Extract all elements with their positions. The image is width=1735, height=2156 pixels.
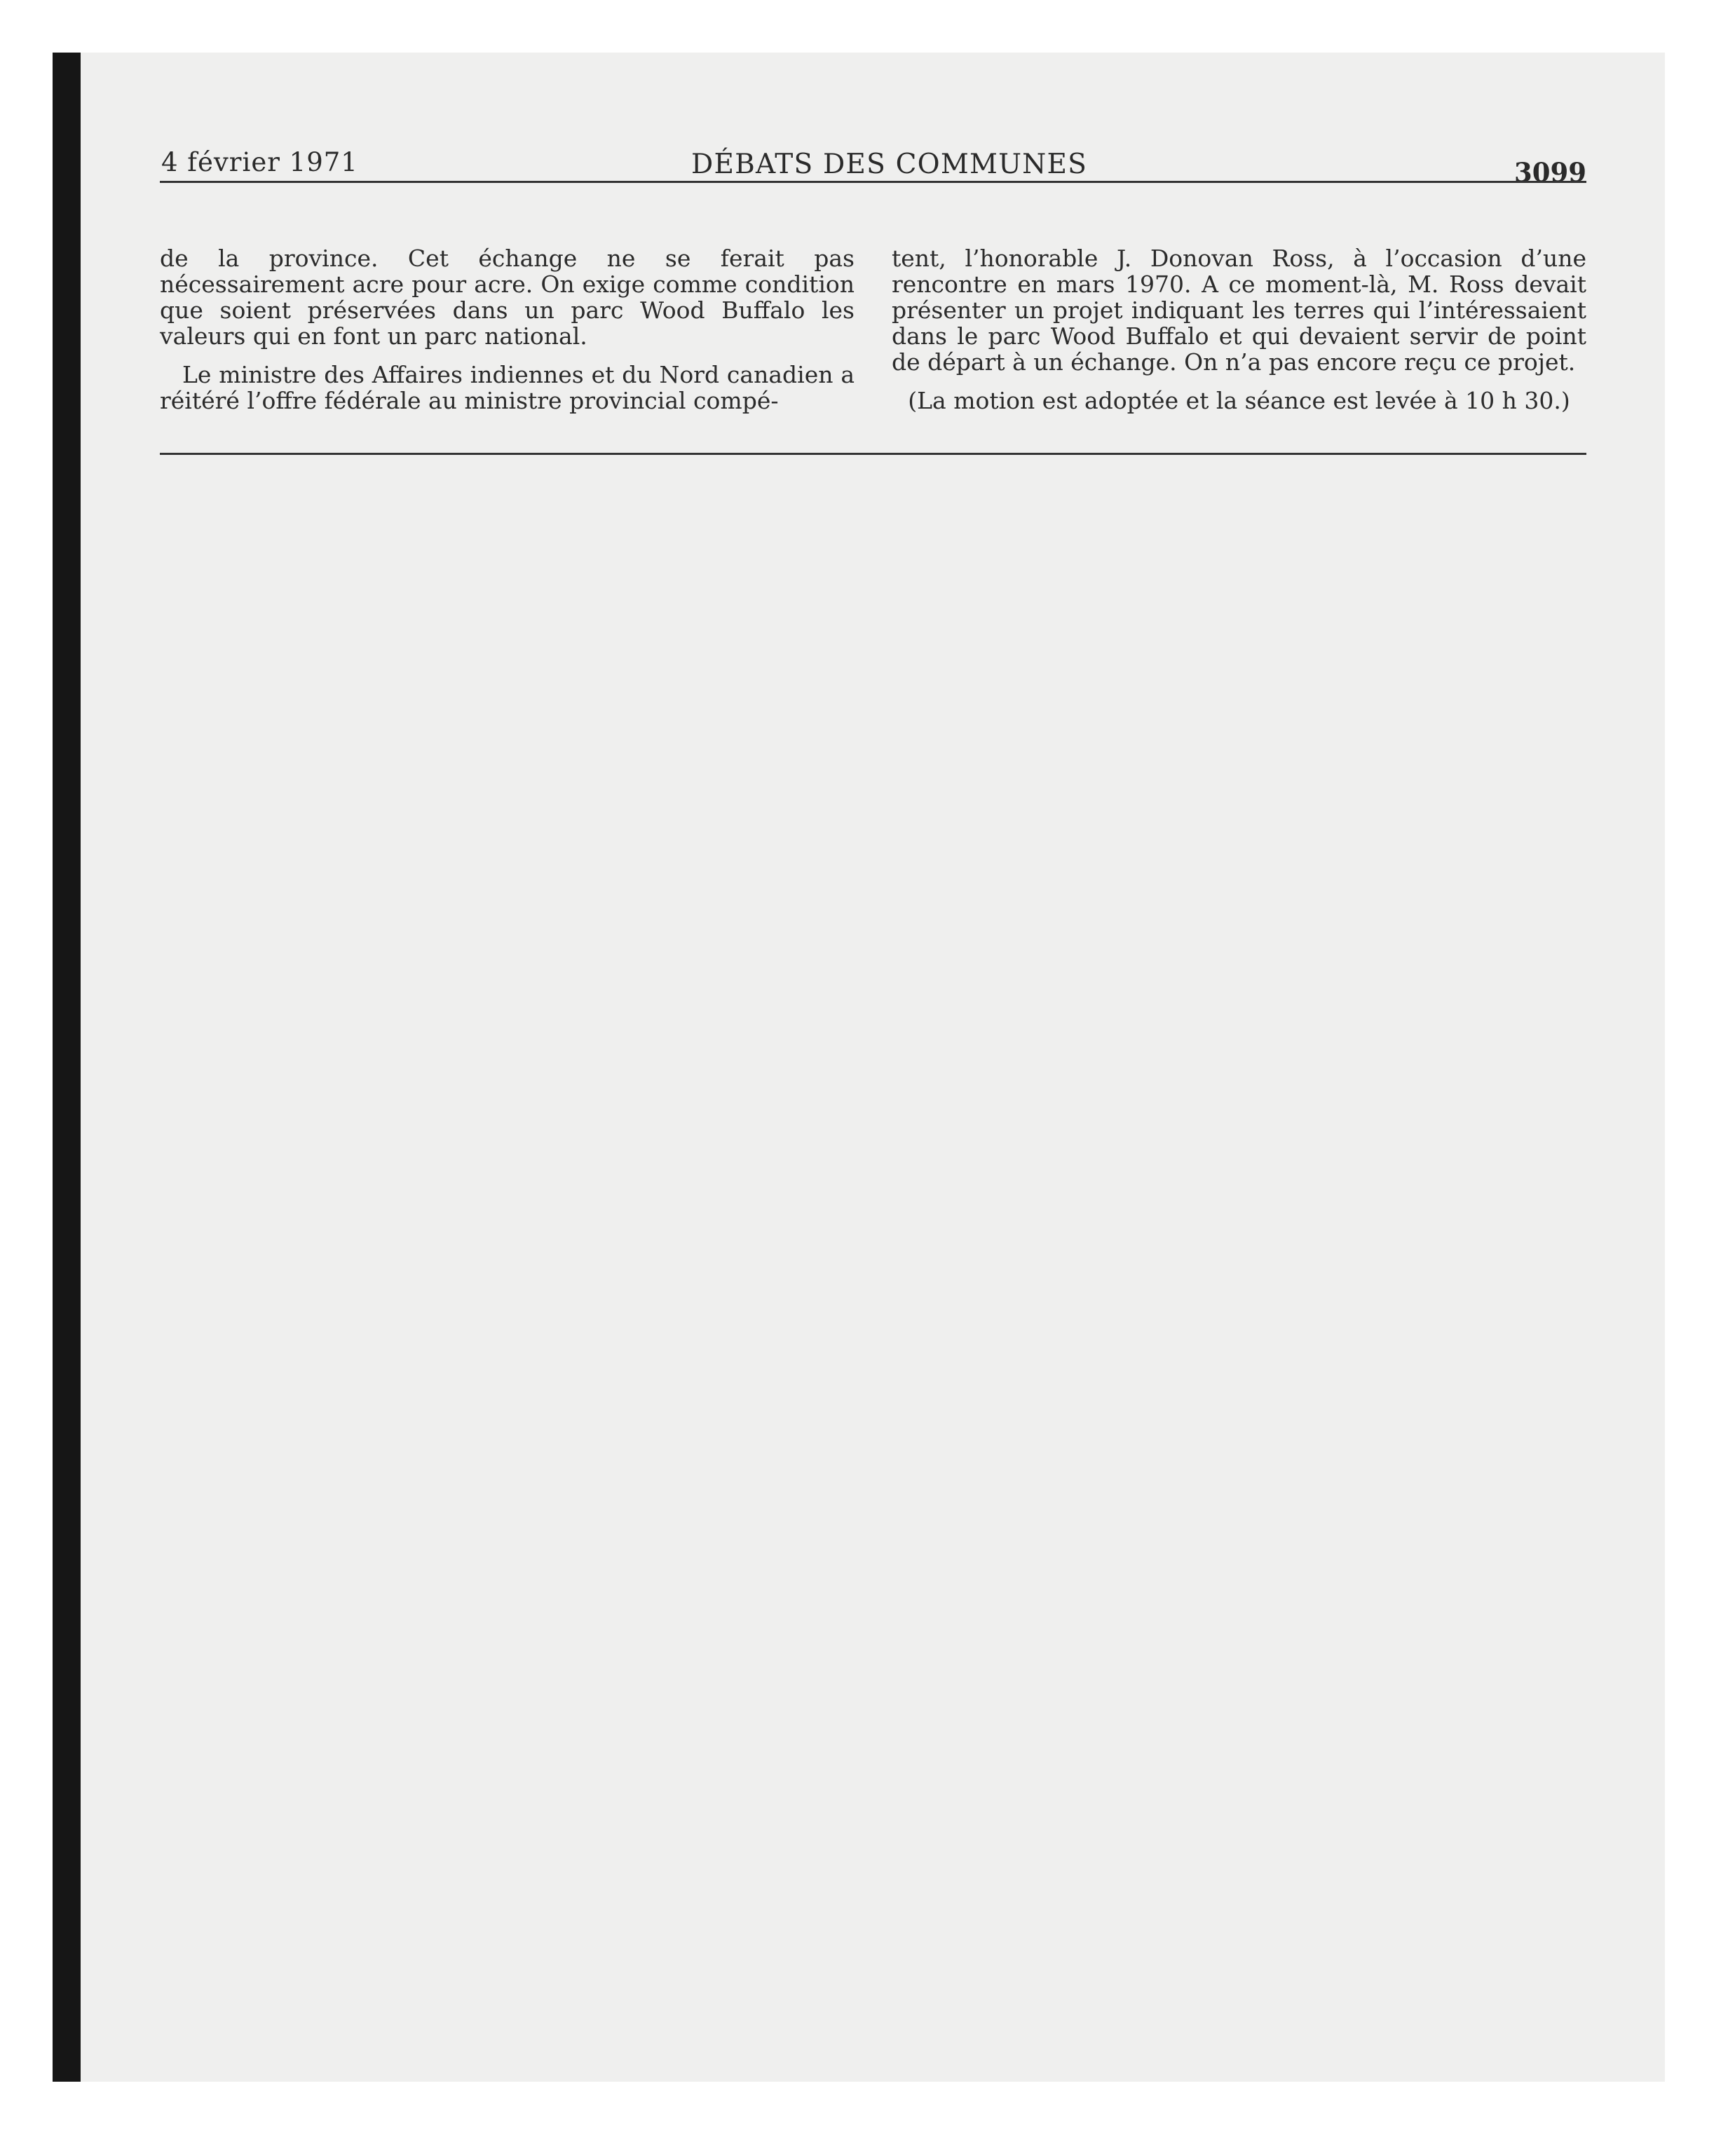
binding-shadow: [53, 53, 81, 2082]
paragraph-3: tent, l’honorable J. Donovan Ross, à l’occasion d’une rencontre en mars 1970. A ce moment-là, M. Ross devait présenter un projet indiquant les terres qui l’intéressaient dans le parc Wood Buffalo et qui devaient servir de point de départ à un échange. On n’a pas encore reçu ce projet.: [892, 245, 1586, 376]
header-title: DÉBATS DES COMMUNES: [691, 149, 1088, 180]
right-column: [892, 245, 1586, 426]
closing-note: (La motion est adoptée et la séance est levée à 10 h 30.): [908, 387, 1570, 414]
left-column: [160, 245, 855, 426]
header-date: 4 février 1971: [161, 147, 358, 177]
paragraph-1: de la province. Cet échange ne se ferait pas nécessairement acre pour acre. On exige comme condition que soient préservées dans un parc Wood Buffalo les valeurs qui en font un parc national.: [160, 245, 855, 350]
page-number: 3099: [1514, 157, 1586, 188]
end-rule: [160, 453, 1586, 455]
header-rule: [160, 181, 1586, 183]
paragraph-2: Le ministre des Affaires indiennes et du Nord canadien a réitéré l’offre fédérale au ministre provincial compé-: [160, 361, 855, 414]
running-head: [160, 142, 1586, 188]
